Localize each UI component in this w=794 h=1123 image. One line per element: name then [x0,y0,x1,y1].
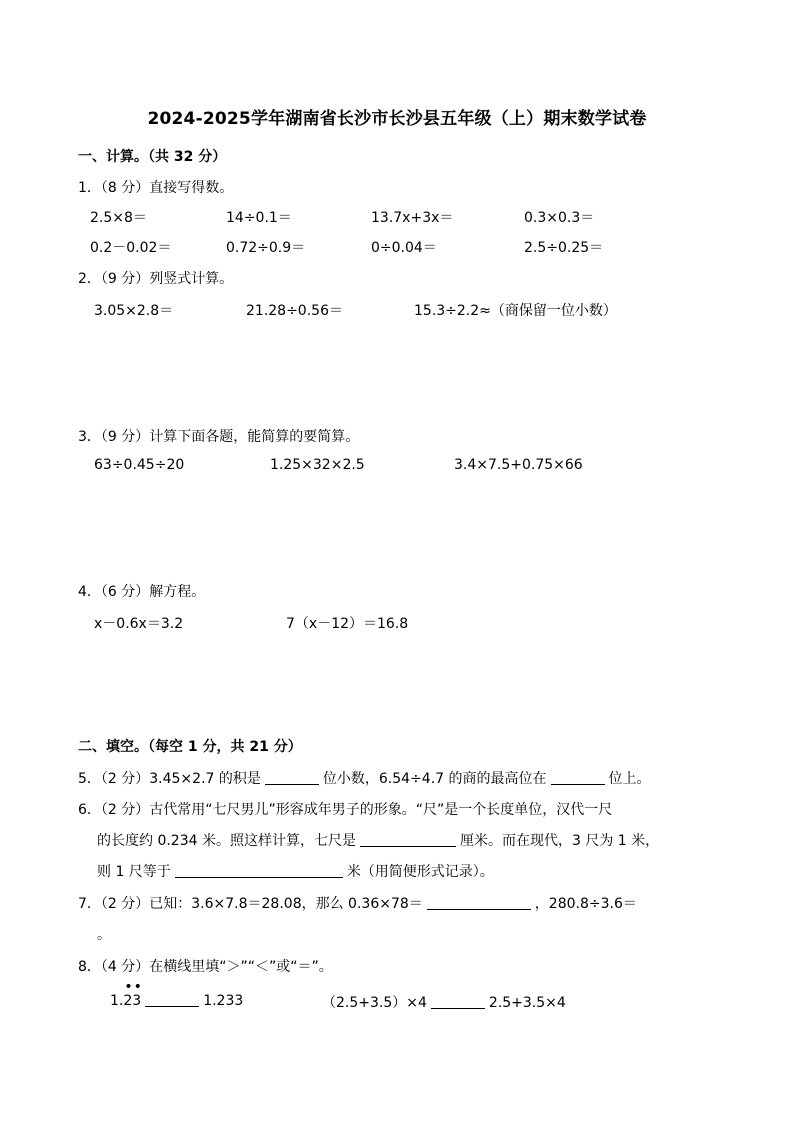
question-7-line-2: 。 [97,927,111,943]
question-6-line-1: 6．（2 分）古代常用“七尺男儿”形容成年男子的形象。“尺”是一个长度单位，汉代一尺 [78,802,613,818]
q1-item: 13.7x+3x＝ [371,210,454,226]
repeating-digits: 23 [123,993,142,1009]
question-6-line-2 [97,830,659,850]
q2-item: 3.05×2.8＝ [94,303,174,319]
question-1-row-1 [90,207,730,227]
q3-item: 1.25×32×2.5 [270,457,365,473]
q6-answer-blank-2[interactable] [175,863,343,878]
page-title: 2024-2025学年湖南省长沙市长沙县五年级（上）期末数学试卷 [147,109,647,129]
q6-text-2a: 的长度约 0.234 米。照这样计算，七尺是 [97,833,356,849]
question-7 [78,893,637,913]
q5-text-2: 位小数，6.54÷4.7 的商的最高位在 [322,771,547,787]
question-3-stem: 3．（9 分）计算下面各题，能简算的要简算。 [78,429,360,445]
question-8-item-2 [322,992,566,1012]
q5-text-3: 位上。 [608,771,651,787]
section-heading-fill-blank: 二、填空。（每空 1 分，共 21 分） [78,739,302,755]
question-8-item-1 [110,979,244,1009]
q1-item: 2.5÷0.25＝ [524,240,604,256]
q4-item: 7（x－12）＝16.8 [286,616,409,632]
question-4-items [94,613,734,633]
question-8-stem: 8．（4 分）在横线里填“＞”“＜”或“＝”。 [78,959,333,975]
section-heading-calculation: 一、计算。（共 32 分） [78,149,227,165]
q5-answer-blank-1[interactable] [265,770,319,785]
q5-answer-blank-2[interactable] [551,770,605,785]
q8-item2-right: 2.5+3.5×4 [488,995,566,1011]
q8-item1-right: 1.233 [203,993,244,1009]
question-2-stem: 2．（9 分）列竖式计算。 [78,271,234,287]
question-1-stem: 1．（8 分）直接写得数。 [78,180,234,196]
question-1-row-2 [90,237,730,257]
q6-text-2b: 厘米。而在现代，3 尺为 1 米， [459,833,660,849]
q8-answer-blank-2[interactable] [431,994,485,1009]
q6-answer-blank-1[interactable] [360,832,456,847]
question-2-items [94,300,734,320]
q5-text-1: 5．（2 分）3.45×2.7 的积是 [78,771,261,787]
q7-text-1: 7．（2 分）已知：3.6×7.8＝28.08，那么 0.36×78＝ [78,896,423,912]
repeating-dots: •• [124,979,143,995]
q6-text-3a: 则 1 尺等于 [97,864,171,880]
q3-item: 63÷0.45÷20 [94,457,185,473]
question-5 [78,768,651,788]
question-4-stem: 4．（6 分）解方程。 [78,584,206,600]
q2-item: 21.28÷0.56＝ [246,303,343,319]
q7-text-2: ，280.8÷3.6＝ [534,896,637,912]
question-6-line-3 [97,861,494,881]
q1-item: 0.2－0.02＝ [90,240,172,256]
q8-answer-blank-1[interactable] [145,992,199,1007]
question-3-items [94,457,734,477]
q1-item: 0.72÷0.9＝ [226,240,306,256]
q8-item2-left: （2.5+3.5）×4 [322,995,427,1011]
q1-item: 2.5×8＝ [90,210,147,226]
q7-answer-blank-1[interactable] [427,895,531,910]
q2-item: 15.3÷2.2≈（商保留一位小数） [414,303,617,319]
q1-item: 0÷0.04＝ [371,240,437,256]
q1-item: 14÷0.1＝ [226,210,292,226]
q6-text-3b: 米（用简便形式记录）。 [346,864,494,880]
q3-item: 3.4×7.5+0.75×66 [454,457,583,473]
repeating-decimal [123,979,143,1009]
q8-item1-prefix: 1. [110,993,124,1009]
q4-item: x－0.6x＝3.2 [94,616,184,632]
q1-item: 0.3×0.3＝ [524,210,595,226]
